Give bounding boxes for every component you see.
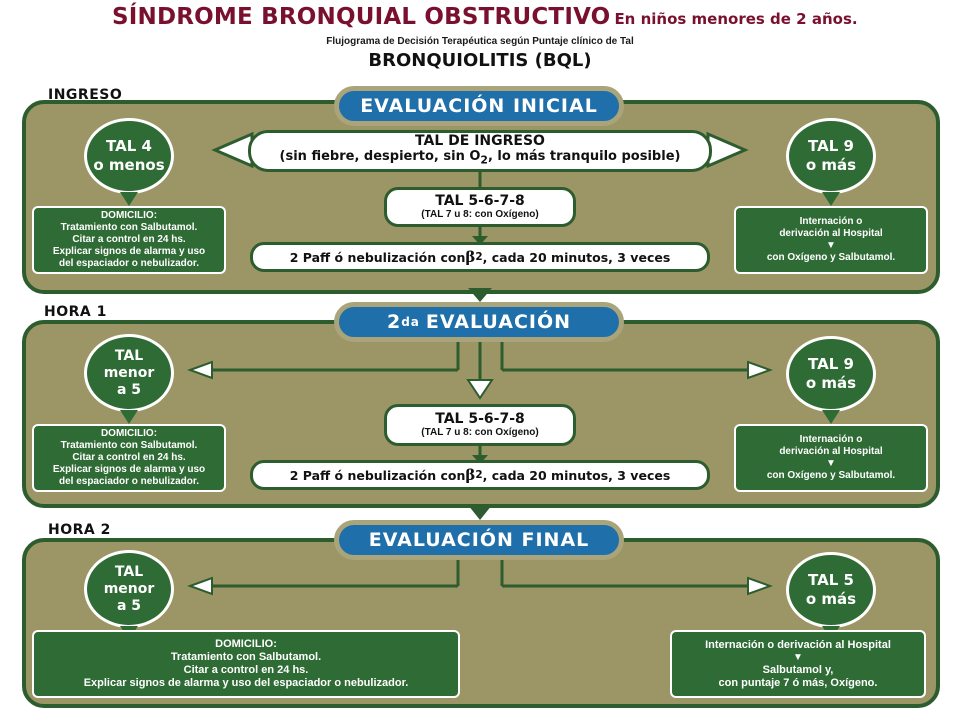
- beta-symbol: β: [465, 466, 476, 484]
- box-line: con Oxígeno y Salbutamol.: [766, 252, 896, 263]
- tal-range: TAL 5-6-7-8: [435, 411, 525, 427]
- box-line: Tratamiento con Salbutamol.: [170, 651, 322, 663]
- box-line: del espaciador o nebulizador.: [58, 258, 200, 269]
- tal-range: TAL 5-6-7-8: [435, 193, 525, 209]
- bubble-line: o más: [805, 374, 857, 392]
- box-line: Salbutamol y,: [762, 663, 834, 676]
- beta-symbol: β: [465, 248, 476, 266]
- box-line: Internación o derivación al Hospital: [705, 638, 891, 651]
- hora1-left-bubble-tail: [120, 410, 138, 424]
- eval-segunda-word: EVALUACIÓN: [425, 311, 572, 333]
- box-line: DOMICILIO:: [215, 638, 277, 650]
- box-line: con Oxígeno y Salbutamol.: [766, 470, 896, 481]
- hora2-domicilio-box: [32, 630, 460, 698]
- bubble-line: TAL 4: [106, 137, 152, 155]
- ingreso-tal-5-8-box: [384, 187, 576, 227]
- stage-label-hora2: HORA 2: [48, 522, 111, 538]
- ingreso-right-bubble-tail: [822, 192, 840, 206]
- stage-label-ingreso: INGRESO: [48, 87, 123, 103]
- box-line: Citar a control en 24 hs.: [183, 664, 309, 676]
- box-line: Internación o: [799, 216, 863, 227]
- title-text: SÍNDROME BRONQUIAL OBSTRUCTIVO: [112, 4, 611, 30]
- bubble-line: menor: [103, 364, 155, 381]
- bubble-line: o más: [805, 156, 857, 174]
- bubble-line: menor: [103, 580, 155, 597]
- bubble-line: TAL 9: [808, 137, 854, 155]
- box-line: Explicar signos de alarma y uso: [52, 246, 206, 257]
- hora2-internacion-box: [670, 630, 926, 698]
- box-line: derivación al Hospital: [779, 228, 883, 239]
- title-suffix: En niños menores de 2 años.: [614, 10, 858, 28]
- hora1-domicilio-box: [32, 424, 226, 492]
- tal-ingreso-conditions: [251, 149, 709, 169]
- box-line: Internación o: [799, 434, 863, 445]
- ingreso-nebulizacion-box: [250, 242, 710, 272]
- cond-sub: 2: [480, 153, 488, 167]
- box-line: Citar a control en 24 hs.: [72, 234, 186, 245]
- eval-segunda-sup: da: [401, 315, 420, 329]
- ingreso-internacion-box: [734, 206, 928, 274]
- down-arrow-icon: ▼: [826, 458, 836, 469]
- tal-note: (TAL 7 u 8: con Oxígeno): [421, 427, 539, 438]
- ingreso-right-bubble: [786, 118, 876, 194]
- beta-sub: 2: [475, 469, 483, 481]
- disease-title: BRONQUIOLITIS (BQL): [368, 50, 592, 71]
- eval-final-pill: EVALUACIÓN FINAL: [334, 520, 624, 560]
- cond-part: (sin fiebre, despierto, sin O: [279, 149, 481, 165]
- box-line: Explicar signos de alarma y uso: [52, 464, 206, 475]
- box-line: DOMICILIO:: [100, 428, 158, 439]
- bubble-line: o menos: [93, 156, 165, 174]
- hora1-right-bubble: [786, 336, 876, 412]
- box-line: DOMICILIO:: [100, 210, 158, 221]
- eval-inicial-pill: EVALUACIÓN INICIAL: [334, 86, 624, 126]
- hora1-tal-5-8-box: [384, 404, 576, 446]
- ingreso-domicilio-box: [32, 206, 226, 274]
- eval-segunda-number: 2: [386, 311, 402, 333]
- box-line: Tratamiento con Salbutamol.: [60, 222, 198, 233]
- cond-part: , lo más tranquilo posible): [487, 149, 681, 165]
- ingreso-left-bubble: [84, 118, 174, 194]
- neb-text: 2 Paff ó nebulización con: [289, 467, 466, 483]
- bubble-line: a 5: [116, 381, 142, 398]
- bubble-line: TAL: [114, 347, 144, 364]
- hora1-left-bubble: [84, 334, 174, 412]
- box-line: Explicar signos de alarma y uso del espaciador o nebulizador.: [83, 677, 409, 689]
- stage-label-hora1: HORA 1: [44, 304, 107, 320]
- bubble-line: TAL 9: [808, 355, 854, 373]
- hora2-left-bubble: [84, 550, 174, 628]
- hora2-right-bubble: [786, 552, 876, 628]
- tal-ingreso-box: [248, 130, 712, 172]
- down-arrow-icon: ▼: [826, 240, 836, 251]
- box-line: del espaciador o nebulizador.: [58, 476, 200, 487]
- box-line: Citar a control en 24 hs.: [72, 452, 186, 463]
- bubble-line: o más: [805, 590, 857, 608]
- hora1-internacion-box: [734, 424, 928, 492]
- beta-sub: 2: [475, 251, 483, 263]
- hora1-right-bubble-tail: [822, 410, 840, 424]
- neb-text: 2 Paff ó nebulización con: [289, 249, 466, 265]
- box-line: con puntaje 7 ó más, Oxígeno.: [718, 676, 878, 689]
- tal-note: (TAL 7 u 8: con Oxígeno): [421, 209, 539, 220]
- hora1-nebulizacion-box: [250, 460, 710, 490]
- neb-text: , cada 20 minutos, 3 veces: [482, 467, 671, 483]
- eval-segunda-pill: [334, 302, 624, 342]
- tal-ingreso-title: TAL DE INGRESO: [415, 133, 545, 150]
- box-line: derivación al Hospital: [779, 446, 883, 457]
- main-title: [112, 4, 858, 30]
- neb-text: , cada 20 minutos, 3 veces: [482, 249, 671, 265]
- bubble-line: TAL 5: [808, 571, 854, 589]
- bubble-line: a 5: [116, 597, 142, 614]
- box-line: Tratamiento con Salbutamol.: [60, 440, 198, 451]
- ingreso-left-bubble-tail: [120, 192, 138, 206]
- bubble-line: TAL: [114, 563, 144, 580]
- subtitle: Flujograma de Decisión Terapéutica según Puntaje clínico de Tal: [326, 36, 634, 47]
- down-arrow-icon: ▼: [793, 651, 803, 663]
